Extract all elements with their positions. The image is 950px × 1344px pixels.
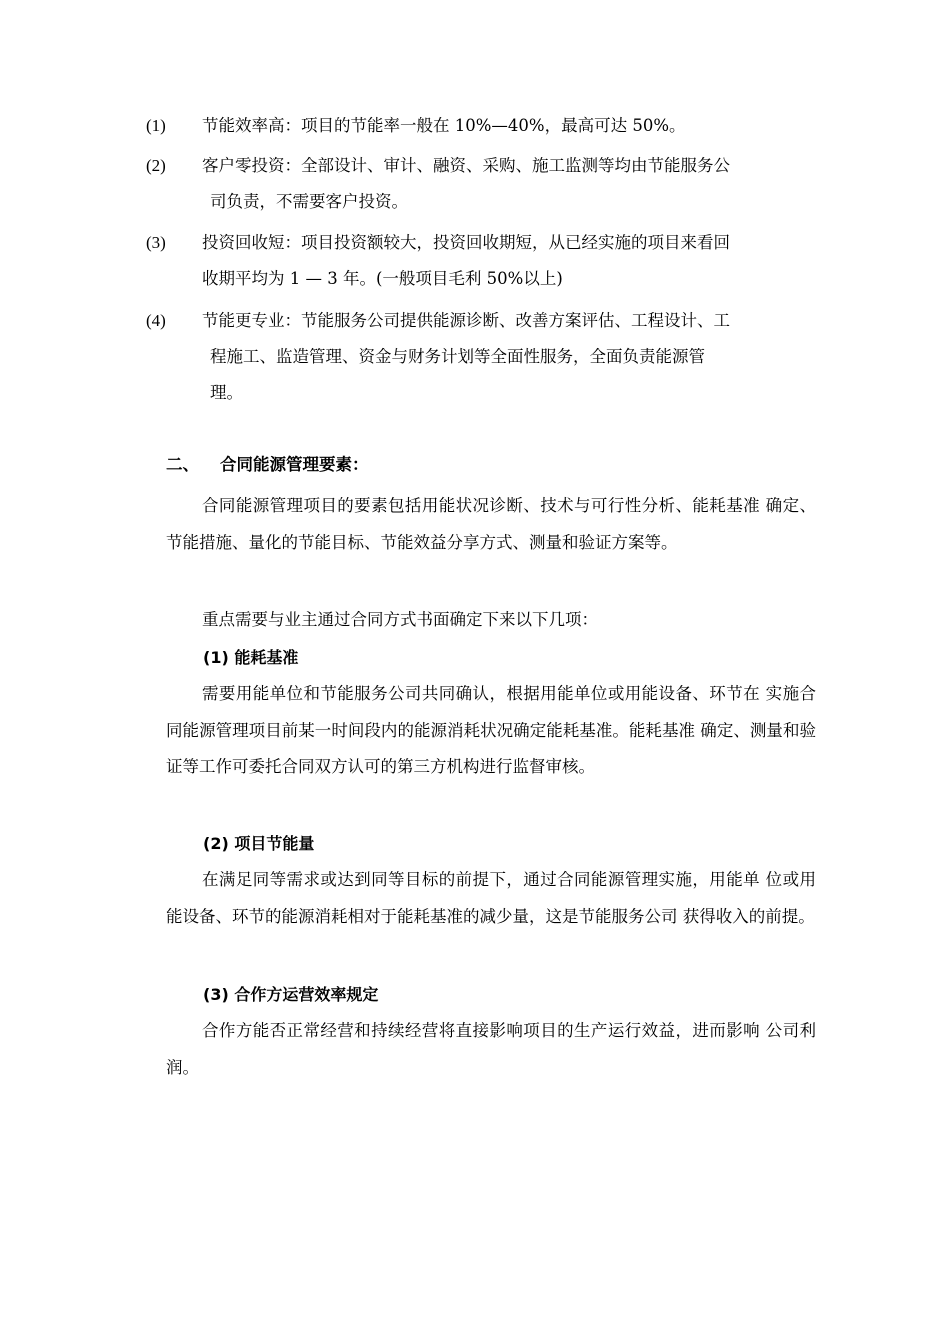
subsection-paragraph: 在满足同等需求或达到同等目标的前提下，通过合同能源管理实施，用能单 位或用能设备、环节的能源消耗相对于能耗基准的减少量，这是节能服务公司 获得收入的前提。 [166,870,816,926]
list-item-number: (3) [146,233,166,252]
list-item-text: 投资回收短：项目投资额较大，投资回收期短，从已经实施的项目来看回 收期平均为 1 — 3 年。(一般项目毛利 50%以上) [202,233,730,288]
subsection-paragraph: 需要用能单位和节能服务公司共同确认，根据用能单位或用能设备、环节在 实施合同能源管理项目前某一时间段内的能源消耗状况确定能耗基准。能耗基准 确定、测量和验证等工作可委托合同双方认可的第三方机构进行监督审核。 [166,684,816,776]
list-item-number: (1) [146,116,166,135]
subsection-paragraph: 合作方能否正常经营和持续经营将直接影响项目的生产运行效益，进而影响 公司利润。 [166,1021,816,1077]
intro-paragraph: 合同能源管理项目的要素包括用能状况诊断、技术与可行性分析、能耗基准 确定、节能措施、量化的节能目标、节能效益分享方式、测量和验证方案等。 [166,496,816,552]
list-item-number: (2) [146,156,166,175]
key-points-lead: 重点需要与业主通过合同方式书面确定下来以下几项： [202,610,598,629]
subsection-title: (1) 能耗基准 [203,648,299,667]
list-item-number: (4) [146,311,166,330]
list-item-text: 节能效率高：项目的节能率一般在 10%—40%，最高可达 50%。 [202,116,686,135]
list-item-text: 节能更专业：节能服务公司提供能源诊断、改善方案评估、工程设计、工 程施工、监造管理、资金与财务计划等全面性服务，全面负责能源管 理。 [202,311,730,402]
subsection-title: (3) 合作方运营效率规定 [203,985,379,1004]
subsection-title: (2) 项目节能量 [203,834,315,853]
section-heading [166,453,369,477]
section-title: 合同能源管理要素： [220,455,369,474]
section-number: 二、 [166,455,199,474]
list-item-text: 客户零投资：全部设计、审计、融资、采购、施工监测等均由节能服务公 司负责，不需要客户投资。 [202,156,730,211]
